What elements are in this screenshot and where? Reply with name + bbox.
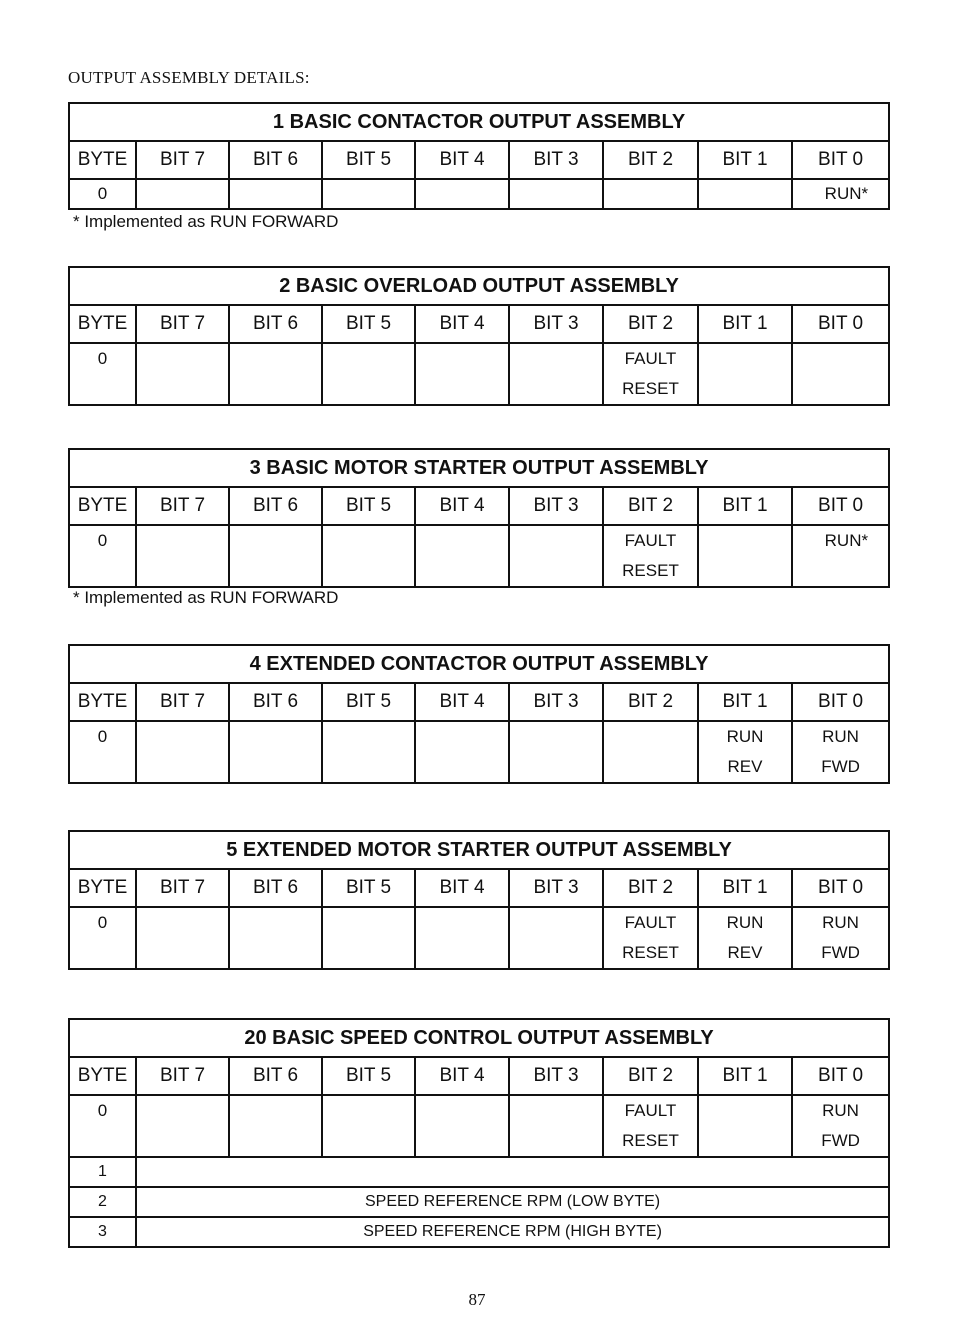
column-header: BIT 2 (603, 1057, 698, 1095)
column-header: BIT 5 (322, 1057, 415, 1095)
column-header: BIT 5 (322, 141, 415, 179)
assembly-table (68, 102, 890, 210)
cell-line: FAULT (624, 531, 677, 550)
column-header: BIT 3 (509, 487, 603, 525)
bit-cell (698, 343, 792, 405)
table-row (69, 1157, 889, 1187)
column-header: BIT 5 (322, 305, 415, 343)
bit-cell (698, 179, 792, 209)
cell-line: RESET (622, 561, 679, 580)
bit-cell (509, 343, 603, 405)
bit-cell (698, 1095, 792, 1157)
assembly-title: 3 BASIC MOTOR STARTER OUTPUT ASSEMBLY (69, 449, 889, 487)
column-header: BIT 2 (603, 487, 698, 525)
bit-cell (322, 179, 415, 209)
table-row (69, 1187, 889, 1217)
bit-cell (229, 721, 322, 783)
bit-cell (136, 721, 229, 783)
column-header: BIT 1 (698, 1057, 792, 1095)
bit-cell (322, 343, 415, 405)
byte-cell: 2 (69, 1187, 136, 1217)
column-header: BYTE (69, 1057, 136, 1095)
column-header: BIT 7 (136, 869, 229, 907)
table-row (69, 179, 889, 209)
cell-line: RESET (622, 943, 679, 962)
bit-cell (415, 343, 509, 405)
cell-line: RUN (822, 913, 859, 932)
bit-cell: RUN* (792, 525, 889, 587)
column-header: BIT 6 (229, 141, 322, 179)
bit-cell (229, 179, 322, 209)
column-header: BIT 7 (136, 305, 229, 343)
cell-line: REV (727, 757, 763, 776)
bit-cell (322, 1095, 415, 1157)
byte-cell: 0 (69, 1095, 136, 1157)
column-header: BIT 0 (792, 487, 889, 525)
bit-cell (603, 721, 698, 783)
cell-line: FAULT (624, 913, 677, 932)
column-header: BIT 5 (322, 683, 415, 721)
bit-cell (792, 907, 889, 969)
cell-line: RESET (622, 1131, 679, 1150)
column-header: BIT 1 (698, 869, 792, 907)
column-header: BIT 3 (509, 683, 603, 721)
speed-reference-cell: SPEED REFERENCE RPM (LOW BYTE) (136, 1187, 889, 1217)
bit-cell (322, 907, 415, 969)
bit-cell (792, 1095, 889, 1157)
cell-line: FWD (821, 1131, 860, 1150)
bit-cell (415, 907, 509, 969)
assembly-table (68, 448, 890, 588)
bit-cell (603, 907, 698, 969)
byte-cell: 3 (69, 1217, 136, 1247)
bit-cell (322, 721, 415, 783)
table-row (69, 1095, 889, 1157)
bit-cell (136, 525, 229, 587)
table-row (69, 343, 889, 405)
bit-cell (792, 343, 889, 405)
bit-cell (229, 343, 322, 405)
bit-cell (509, 525, 603, 587)
bit-cell (509, 907, 603, 969)
bit-cell (415, 721, 509, 783)
bit-cell (698, 525, 792, 587)
assembly-title: 20 BASIC SPEED CONTROL OUTPUT ASSEMBLY (69, 1019, 889, 1057)
column-header: BIT 7 (136, 683, 229, 721)
column-header: BYTE (69, 683, 136, 721)
column-header: BIT 6 (229, 683, 322, 721)
column-header: BIT 7 (136, 1057, 229, 1095)
bit-cell (415, 179, 509, 209)
bit-cell (136, 179, 229, 209)
column-header: BYTE (69, 305, 136, 343)
table-row (69, 907, 889, 969)
cell-line: RUN (726, 727, 764, 746)
column-header: BIT 6 (229, 305, 322, 343)
column-header: BIT 1 (698, 487, 792, 525)
column-header: BIT 2 (603, 141, 698, 179)
table-row (69, 721, 889, 783)
assembly-table (68, 1018, 890, 1248)
assembly-title: 5 EXTENDED MOTOR STARTER OUTPUT ASSEMBLY (69, 831, 889, 869)
column-header: BIT 4 (415, 1057, 509, 1095)
column-header: BIT 2 (603, 683, 698, 721)
bit-cell (322, 525, 415, 587)
byte-cell: 0 (69, 525, 136, 587)
byte-cell: 0 (69, 179, 136, 209)
bit-cell (136, 1095, 229, 1157)
column-header: BIT 5 (322, 487, 415, 525)
page-heading: OUTPUT ASSEMBLY DETAILS: (68, 68, 310, 87)
bit-cell (136, 907, 229, 969)
bit-cell (698, 721, 792, 783)
bit-cell (229, 525, 322, 587)
column-header: BIT 0 (792, 305, 889, 343)
bit-cell: RUN* (792, 179, 889, 209)
bit-cell (603, 343, 698, 405)
column-header: BIT 4 (415, 683, 509, 721)
cell-line: RUN (822, 1101, 859, 1120)
column-header: BIT 0 (792, 683, 889, 721)
column-header: BIT 4 (415, 305, 509, 343)
assembly-table (68, 830, 890, 970)
column-header: BIT 6 (229, 1057, 322, 1095)
column-header: BYTE (69, 869, 136, 907)
bit-cell (509, 179, 603, 209)
bit-cell (415, 525, 509, 587)
page-number: 87 (468, 1290, 486, 1309)
column-header: BIT 4 (415, 869, 509, 907)
cell-line: FWD (821, 943, 860, 962)
table-row (69, 525, 889, 587)
bit-cell (603, 179, 698, 209)
column-header: BYTE (69, 487, 136, 525)
column-header: BIT 3 (509, 141, 603, 179)
column-header: BIT 0 (792, 1057, 889, 1095)
column-header: BIT 4 (415, 487, 509, 525)
column-header: BIT 2 (603, 869, 698, 907)
assembly-table (68, 266, 890, 406)
cell-line: RESET (622, 379, 679, 398)
column-header: BIT 0 (792, 869, 889, 907)
assembly-title: 2 BASIC OVERLOAD OUTPUT ASSEMBLY (69, 267, 889, 305)
bit-cell (229, 1095, 322, 1157)
column-header: BIT 1 (698, 141, 792, 179)
footnote: * Implemented as RUN FORWARD (73, 212, 339, 231)
column-header: BIT 5 (322, 869, 415, 907)
bit-cell (792, 721, 889, 783)
bit-cell (136, 343, 229, 405)
column-header: BIT 7 (136, 487, 229, 525)
footnote: * Implemented as RUN FORWARD (73, 588, 339, 607)
column-header: BIT 3 (509, 1057, 603, 1095)
cell-line: FAULT (624, 349, 677, 368)
column-header: BIT 1 (698, 683, 792, 721)
byte-cell: 0 (69, 907, 136, 969)
bit-cell (603, 525, 698, 587)
byte-cell: 1 (69, 1157, 136, 1187)
bit-cell (509, 1095, 603, 1157)
column-header: BIT 4 (415, 141, 509, 179)
assembly-title: 1 BASIC CONTACTOR OUTPUT ASSEMBLY (69, 103, 889, 141)
column-header: BIT 2 (603, 305, 698, 343)
assembly-title: 4 EXTENDED CONTACTOR OUTPUT ASSEMBLY (69, 645, 889, 683)
speed-reference-cell: SPEED REFERENCE RPM (HIGH BYTE) (136, 1217, 889, 1247)
column-header: BIT 6 (229, 869, 322, 907)
column-header: BIT 1 (698, 305, 792, 343)
table-row (69, 1217, 889, 1247)
bit-cell (509, 721, 603, 783)
cell-line: FAULT (624, 1101, 677, 1120)
bit-cell (698, 907, 792, 969)
column-header: BIT 0 (792, 141, 889, 179)
assembly-table (68, 644, 890, 784)
bit-cell (415, 1095, 509, 1157)
column-header: BYTE (69, 141, 136, 179)
column-header: BIT 7 (136, 141, 229, 179)
byte-cell: 0 (69, 343, 136, 405)
cell-line: RUN (822, 727, 859, 746)
cell-line: RUN (726, 913, 764, 932)
column-header: BIT 3 (509, 305, 603, 343)
bit-cell (603, 1095, 698, 1157)
cell-line: REV (727, 943, 763, 962)
speed-reference-cell (136, 1157, 889, 1187)
bit-cell (229, 907, 322, 969)
column-header: BIT 3 (509, 869, 603, 907)
column-header: BIT 6 (229, 487, 322, 525)
byte-cell: 0 (69, 721, 136, 783)
cell-line: FWD (821, 757, 860, 776)
